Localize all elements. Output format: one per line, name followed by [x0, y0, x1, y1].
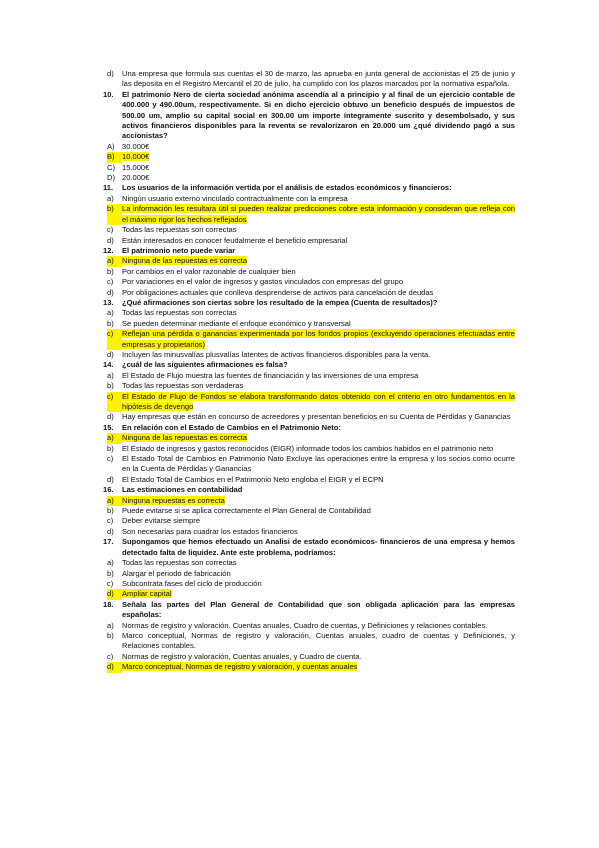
- question-block: [103, 537, 515, 599]
- option-text-content: El Estado de Flujo de Fondos se elabora transformando datos obtenido con el criterio en otro fundamentos en la hipótesis de devengo: [122, 391, 515, 411]
- option-letter: D): [107, 173, 115, 183]
- option-letter: a): [107, 620, 114, 630]
- answer-option-highlighted: [103, 256, 515, 266]
- option-text: [122, 288, 515, 298]
- answer-option-highlighted: [103, 329, 515, 350]
- option-text-content: Ningún usuario externo vinculado contractualmente con la empresa: [122, 193, 348, 203]
- option-text-content: Por obligaciones actuales que conlleva desprenderse de activos para cancelación de deudas: [122, 287, 434, 297]
- question-text: El patrimonio Nero de cierta sociedad anónima ascendía al a principio y al final de un ejercicio contable de 400.000 y 490.00um, respectivamente. Si en dicho ejercicio obtuvo un beneficio después de impuestos de 500.00 um, amplio su capital social en 300.00 um importe íntegramente suscrito y desembolsado, y sus activos financieros disponibles para la reventa se revalorizaron en 20.000 um ¿qué dividendo pagó a sus accionistas?: [122, 89, 515, 141]
- option-letter: c): [107, 516, 114, 526]
- option-text-content: El Estado de ingresos y gastos reconocidos (EIGR) informade todos los cambios habidos en el patrimonio neto: [122, 443, 494, 453]
- answer-option: [103, 277, 515, 287]
- option-text: [122, 579, 515, 589]
- answer-option-highlighted: [103, 496, 515, 506]
- option-letter: b): [107, 318, 114, 328]
- option-text-content: Por cambios en el valor razonable de cualquier bien: [122, 266, 296, 276]
- option-letter: a): [107, 433, 122, 443]
- answer-option: [103, 527, 515, 537]
- option-letter: a): [107, 558, 114, 568]
- question-text: En relación con el Estado de Cambios en el Patrimonio Neto:: [122, 422, 341, 432]
- answer-option: [103, 579, 515, 589]
- answer-option: [103, 506, 515, 516]
- option-text: [122, 444, 515, 454]
- question-number: 14.: [103, 360, 114, 370]
- option-text-content: 30.000€: [122, 141, 150, 151]
- option-letter: b): [107, 630, 114, 640]
- option-text: [122, 142, 515, 152]
- answer-option: [103, 444, 515, 454]
- option-text-content: Todas las repuestas son correctas: [122, 308, 237, 318]
- option-text: [122, 621, 515, 631]
- question-block: [103, 298, 515, 360]
- option-letter: b): [107, 204, 122, 225]
- question-text: Señala las partes del Plan General de Contabilidad que son obligada aplicación para las empresas españolas:: [122, 599, 515, 620]
- answer-option: [103, 163, 515, 173]
- question-header: [103, 537, 515, 558]
- option-letter: c): [107, 392, 122, 413]
- option-letter: a): [107, 308, 114, 318]
- option-text-content: La información les resultara útil si pueden realizar predicciones cobre esta información y consideran que refleja con el máximo rigor los hechos reflejados: [122, 204, 515, 224]
- answer-option-highlighted: [103, 433, 515, 443]
- option-letter: B): [107, 152, 122, 162]
- question-text: El patrimonio neto puede variar: [122, 245, 236, 255]
- question-number: 12.: [103, 245, 114, 255]
- answer-option: [103, 173, 515, 183]
- option-text: [122, 454, 515, 475]
- answer-option-highlighted: [103, 152, 515, 162]
- question-block: [103, 183, 515, 245]
- option-letter: c): [107, 651, 114, 661]
- option-text: [122, 267, 515, 277]
- option-text: [122, 256, 515, 266]
- option-text-content: Son necesarias para cuadrar los estados financieros: [122, 526, 298, 536]
- option-letter: d): [107, 287, 114, 297]
- option-text: [122, 152, 515, 162]
- option-text: [122, 589, 515, 599]
- option-text-content: Subcontrata fases del ciclo de producción: [122, 578, 262, 588]
- option-text-content: El Estado Total de Cambios en Patrimonio Nato Excluye las operaciones entre la empresa y los socios como ocurre en la Cuenta de Pérdidas y Ganancias: [122, 454, 515, 474]
- option-text: [122, 173, 515, 183]
- option-letter: c): [107, 329, 122, 350]
- option-letter: a): [107, 193, 114, 203]
- option-text-content: Ampliar capital: [122, 589, 172, 599]
- question-header: [103, 360, 515, 370]
- option-text: [122, 308, 515, 318]
- option-letter: b): [107, 381, 114, 391]
- answer-option: [103, 371, 515, 381]
- option-text-content: El Estado Total de Cambios en el Patrimonio Neto engloba el EIGR y el ECPN: [122, 474, 384, 484]
- answer-option: [103, 267, 515, 277]
- answer-option: [103, 350, 515, 360]
- option-letter: d): [107, 589, 122, 599]
- answer-option: [103, 412, 515, 422]
- option-text-content: Todas las repuestas son correctas: [122, 558, 237, 568]
- question-number: 13.: [103, 297, 114, 307]
- answer-option: [103, 621, 515, 631]
- option-letter: C): [107, 162, 115, 172]
- question-text: Supongamos que hemos efectuado un Analisi de estado económicos- financieros de una empresa y hemos detectado falta de liquidez. Ante este problema, podríamos:: [122, 537, 515, 557]
- option-text: [122, 194, 515, 204]
- option-letter: d): [107, 474, 114, 484]
- answer-option-highlighted: [103, 662, 515, 672]
- option-text: [122, 433, 515, 443]
- option-letter: c): [107, 454, 114, 464]
- option-text-content: Marco conceptual, Normas de registro y valoración, Cuentas anuales, cuadro de cuentas y Definiciones, y Relaciones contables.: [122, 630, 515, 651]
- question-number: 15.: [103, 422, 114, 432]
- answer-option: [103, 236, 515, 246]
- option-text: [122, 163, 515, 173]
- option-text: [122, 371, 515, 381]
- option-letter: c): [107, 277, 114, 287]
- answer-option: [103, 516, 515, 526]
- answer-option: [103, 288, 515, 298]
- option-letter: d): [107, 526, 114, 536]
- option-text-content: Ninguna de las repuestas es correcta: [122, 256, 248, 266]
- question-block: [103, 360, 515, 422]
- answer-option: [103, 308, 515, 318]
- question-block: [103, 90, 515, 184]
- option-text-content: Normas de registro y valoración, Cuentas anuales, y Cuadro de cuenta.: [122, 651, 362, 661]
- answer-option: [103, 381, 515, 391]
- option-text-content: Se pueden determinar mediante el enfoque económico y transversal: [122, 318, 351, 328]
- option-text-content: 20.000€: [122, 173, 150, 183]
- option-text-content: Normas de registro y valoración. Cuentas anuales, Cuadro de cuentas, y Definiciones y relaciones contables.: [122, 620, 488, 630]
- option-letter: b): [107, 568, 114, 578]
- option-text-content: Puede evitarse si se aplica correctamente el Plan General de Contabilidad: [122, 506, 371, 516]
- option-letter: c): [107, 578, 114, 588]
- option-letter: c): [107, 225, 114, 235]
- option-text: [122, 652, 515, 662]
- answer-option-highlighted: [103, 589, 515, 599]
- option-letter: d): [107, 662, 122, 672]
- question-block: [103, 246, 515, 298]
- question-text: Los usuarios de la información vertida por el análisis de estados económicos y financieros:: [122, 183, 452, 193]
- question-text: ¿cuál de las siguientes afirmaciones es falsa?: [122, 360, 288, 370]
- question-list: [103, 90, 515, 673]
- question-block: [103, 600, 515, 673]
- option-text: [122, 412, 515, 422]
- option-text-content: 15.000€: [122, 162, 150, 172]
- option-letter: d): [107, 69, 114, 78]
- option-text-content: El Estado de Flujo muestra las fuentes de financiación y las inversiones de una empresa: [122, 370, 419, 380]
- question-block: [103, 423, 515, 485]
- option-text-content: Hay empresas que están en concurso de acreedores y presentan beneficios en su Cuenta de Pérdidas y Ganancias: [122, 412, 511, 422]
- option-text-content: Ninguna repuestas es correcta: [122, 495, 225, 505]
- option-text: [122, 319, 515, 329]
- question-text: Las estimaciones en contabilidad: [122, 485, 243, 495]
- option-text: [122, 475, 515, 485]
- question-number: 11.: [103, 183, 114, 193]
- option-text: [122, 381, 515, 391]
- option-text: [122, 631, 515, 652]
- option-text-content: Ninguna de las repuestas es correcta: [122, 433, 248, 443]
- option-text-content: Alargar el periodo de fabricación: [122, 568, 231, 578]
- answer-option: [103, 569, 515, 579]
- option-text-content: Todas las repuestas son correctas: [122, 225, 237, 235]
- answer-option: [103, 142, 515, 152]
- option-letter: a): [107, 496, 122, 506]
- option-text: [122, 506, 515, 516]
- answer-option-highlighted: [103, 392, 515, 413]
- answer-option: [103, 652, 515, 662]
- question-number: 16.: [103, 485, 114, 495]
- option-letter: d): [107, 412, 114, 422]
- question-header: [103, 90, 515, 142]
- option-text: [122, 392, 515, 413]
- option-letter: A): [107, 141, 115, 151]
- option-text: [122, 236, 515, 246]
- document-page: [103, 69, 515, 673]
- option-text: [122, 204, 515, 225]
- option-text-content: Por variaciones en el valor de ingresos y gastos vinculados con empresas del grupo: [122, 277, 404, 287]
- answer-option: [103, 319, 515, 329]
- question-header: [103, 485, 515, 495]
- question-number: 17.: [103, 537, 114, 547]
- option-text-content: Incluyen las minusvalías plusvalías latentes de activos financieros disponibles para la venta.: [122, 349, 431, 359]
- option-letter: b): [107, 266, 114, 276]
- option-text: [122, 329, 515, 350]
- option-text-content: Todas las repuestas son verdaderas: [122, 381, 244, 391]
- option-text: [122, 496, 515, 506]
- option-text-content: 10.000€: [122, 152, 150, 162]
- question-number: 18.: [103, 599, 114, 609]
- option-text: [122, 569, 515, 579]
- option-letter: b): [107, 443, 114, 453]
- answer-option: [103, 475, 515, 485]
- answer-option: [103, 225, 515, 235]
- option-text-content: Deber evitarse siempre: [122, 516, 201, 526]
- question-header: [103, 423, 515, 433]
- answer-option: [103, 631, 515, 652]
- option-text-content: Reflejan una pérdida o ganancias experimentada por los fondos propios (excluyendo operaciones efectuadas entre empresas y propietarios): [122, 329, 515, 349]
- option-text-content: Están interesados en conocer feudalmente el beneficio empresarial: [122, 235, 348, 245]
- option-letter: b): [107, 506, 114, 516]
- question-block: [103, 485, 515, 537]
- prelude-option: [103, 69, 515, 90]
- option-text: [122, 277, 515, 287]
- option-text: [122, 558, 515, 568]
- option-letter: a): [107, 370, 114, 380]
- option-text: [122, 662, 515, 672]
- option-text-content: Marco conceptual, Normas de registro y valoración, y cuentas anuales: [122, 662, 358, 672]
- option-text: [122, 225, 515, 235]
- question-header: [103, 600, 515, 621]
- question-header: [103, 246, 515, 256]
- option-letter: a): [107, 256, 122, 266]
- answer-option: [103, 454, 515, 475]
- answer-option-highlighted: [103, 204, 515, 225]
- option-letter: d): [107, 349, 114, 359]
- question-number: 10.: [103, 89, 114, 99]
- question-header: [103, 183, 515, 193]
- option-text: Una empresa que formula sus cuentas el 30 de marzo, las aprueba en junta general de accionistas el 25 de junio y las deposita en el Registro Mercantil el 20 de julio, ha cumplido con los plazos marcados por la normativa española.: [122, 69, 515, 89]
- option-letter: d): [107, 235, 114, 245]
- question-text: ¿Qué afirmaciones son ciertas sobre los resultado de la empea (Cuenta de resultados)?: [122, 297, 438, 307]
- question-header: [103, 298, 515, 308]
- option-text: [122, 350, 515, 360]
- answer-option: [103, 558, 515, 568]
- option-text: [122, 516, 515, 526]
- answer-option: [103, 194, 515, 204]
- option-text: [122, 527, 515, 537]
